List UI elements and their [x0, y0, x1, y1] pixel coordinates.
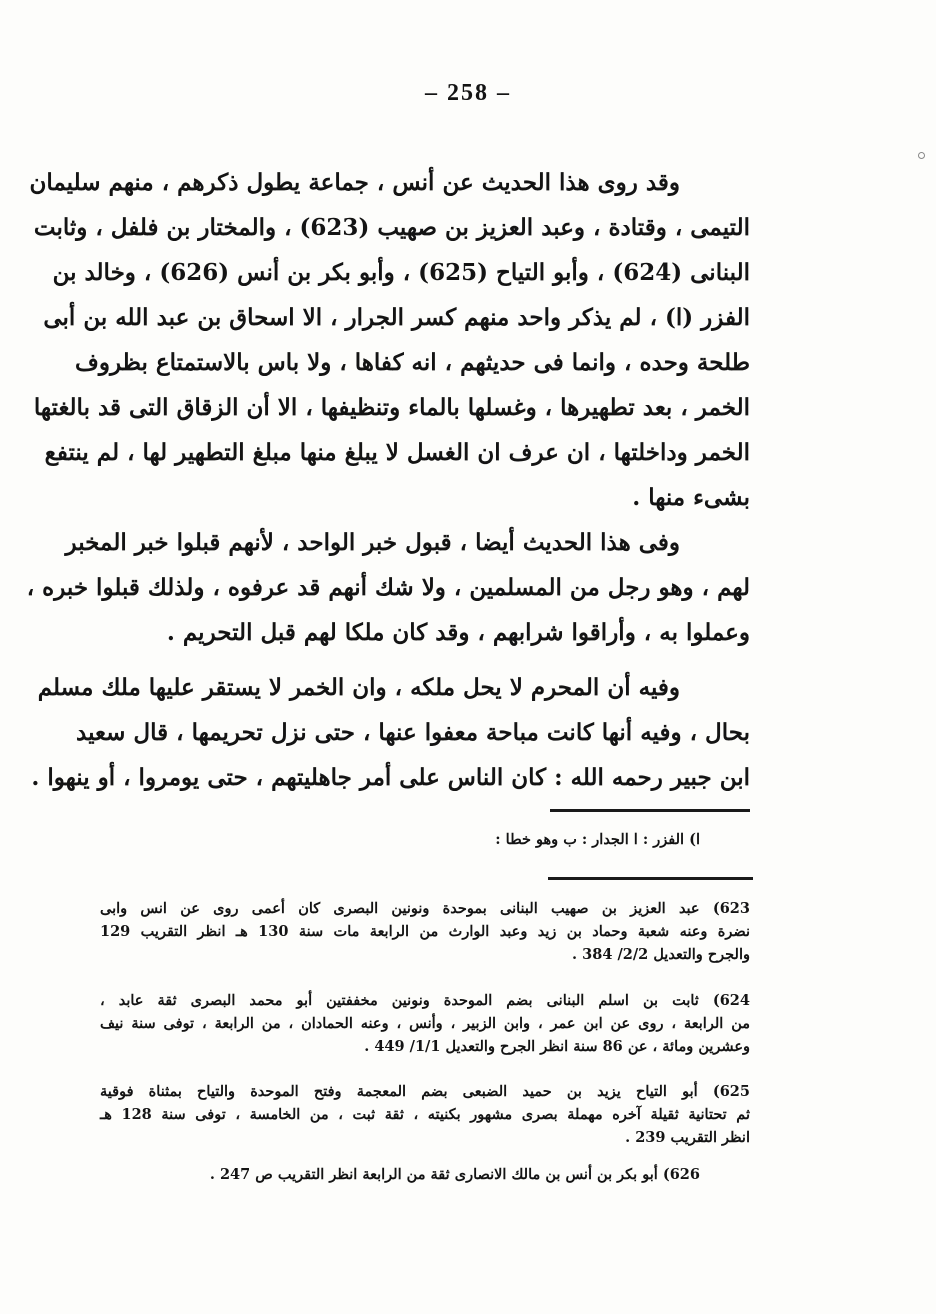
text-line: الفزر (ا) ، لم يذكر واحد منهم كسر الجرار ، الا اسحاق بن عبد الله بن أبى — [43, 304, 750, 331]
footnote-rule — [548, 877, 753, 880]
scan-speck — [918, 152, 925, 159]
footnote-rule — [550, 809, 750, 812]
paragraph-1 — [29, 160, 750, 520]
footnote-line: من الرابعة ، روى عن ابن عمر ، وابن الزبير ، وأنس ، وعنه الحمادان ، من الرابعة ، توفى سنة نيف — [100, 1015, 750, 1032]
text-line: وفى هذا الحديث أيضا ، قبول خبر الواحد ، لأنهم قبلوا خبر المخبر — [65, 529, 680, 556]
footnote-626 — [140, 1163, 700, 1186]
text-line: ابن جبير رحمه الله : كان الناس على أمر جاهليتهم ، حتى يومروا ، أو ينهوا . — [31, 764, 750, 791]
footnote-line: 623) عبد العزيز بن صهيب البنانى بموحدة ونونين البصرى كان أعمى روى عن انس وابى — [100, 900, 750, 917]
paragraph-2 — [26, 520, 750, 655]
footnote-line: 624) ثابت بن اسلم البنانى بضم الموحدة ونونين مخففتين أبو محمد البصرى ثقة عابد ، — [100, 992, 750, 1009]
footnote-line: 625) أبو التياح يزيد بن حميد الضبعى بضم المعجمة وفتح الموحدة والتياح بمثناة فوقية — [100, 1083, 750, 1100]
text-line: وقد روى هذا الحديث عن أنس ، جماعة يطول ذكرهم ، منهم سليمان — [29, 169, 680, 196]
footnote-line: 626) أبو بكر بن أنس بن مالك الانصارى ثقة من الرابعة انظر التقريب ص 247 . — [209, 1166, 700, 1183]
text-line: التيمى ، وقتادة ، وعبد العزيز بن صهيب (623) ، والمختار بن فلفل ، وثابت — [33, 214, 750, 241]
text-line: لهم ، وهو رجل من المسلمين ، ولا شك أنهم قد عرفوه ، ولذلك قبلوا خبره ، — [26, 574, 750, 601]
footnote-line: وعشرين ومائة ، عن 86 سنة انظر الجرح والتعديل 1/1/ 449 . — [364, 1038, 750, 1055]
footnote-625 — [100, 1080, 750, 1149]
text-line: بحال ، وفيه أنها كانت مباحة معفوا عنها ، حتى نزل تحريمها ، قال سعيد — [76, 719, 750, 746]
footnote-623 — [100, 897, 750, 966]
footnote-variant — [400, 828, 700, 851]
text-line: طلحة وحده ، وانما فى حديثهم ، انه كفاها ، ولا باس بالاستمتاع بظروف — [75, 349, 750, 376]
text-line: الخمر وداخلتها ، ان عرف ان الغسل لا يبلغ منها مبلغ التطهير لها ، لم ينتفع — [44, 439, 750, 466]
text-line: وفيه أن المحرم لا يحل ملكه ، وان الخمر لا يستقر عليها ملك مسلم — [37, 674, 680, 701]
page-number: – 258 – — [425, 80, 511, 106]
text-line: البنانى (624) ، وأبو التياح (625) ، وأبو بكر بن أنس (626) ، وخالد بن — [52, 259, 750, 286]
footnote-624 — [100, 989, 750, 1058]
footnote-line: نضرة وعنه شعبة وحماد بن زيد وعبد الوارث من الرابعة مات سنة 130 هـ انظر التقريب 129 — [100, 923, 750, 940]
footnote-line: والجرح والتعديل 2/2/ 384 . — [572, 946, 750, 963]
paragraph-3 — [31, 665, 750, 800]
footnote-line: انظر التقريب 239 . — [625, 1129, 750, 1146]
text-line: الخمر ، بعد تطهيرها ، وغسلها بالماء وتنظيفها ، الا أن الزقاق التى قد بالغتها — [33, 394, 750, 421]
footnote-line: ا) الفزر : ا الجدار : ب وهو خطا : — [495, 831, 700, 848]
footnote-line: ثم تحتانية ثقيلة آخره مهملة بصرى مشهور بكنيته ، ثقة ثبت ، من الخامسة ، توفى سنة 128 هـ — [100, 1106, 750, 1123]
text-line: وعملوا به ، وأراقوا شرابهم ، وقد كان ملكا لهم قبل التحريم . — [166, 619, 750, 646]
text-line: بشىء منها . — [632, 484, 750, 511]
